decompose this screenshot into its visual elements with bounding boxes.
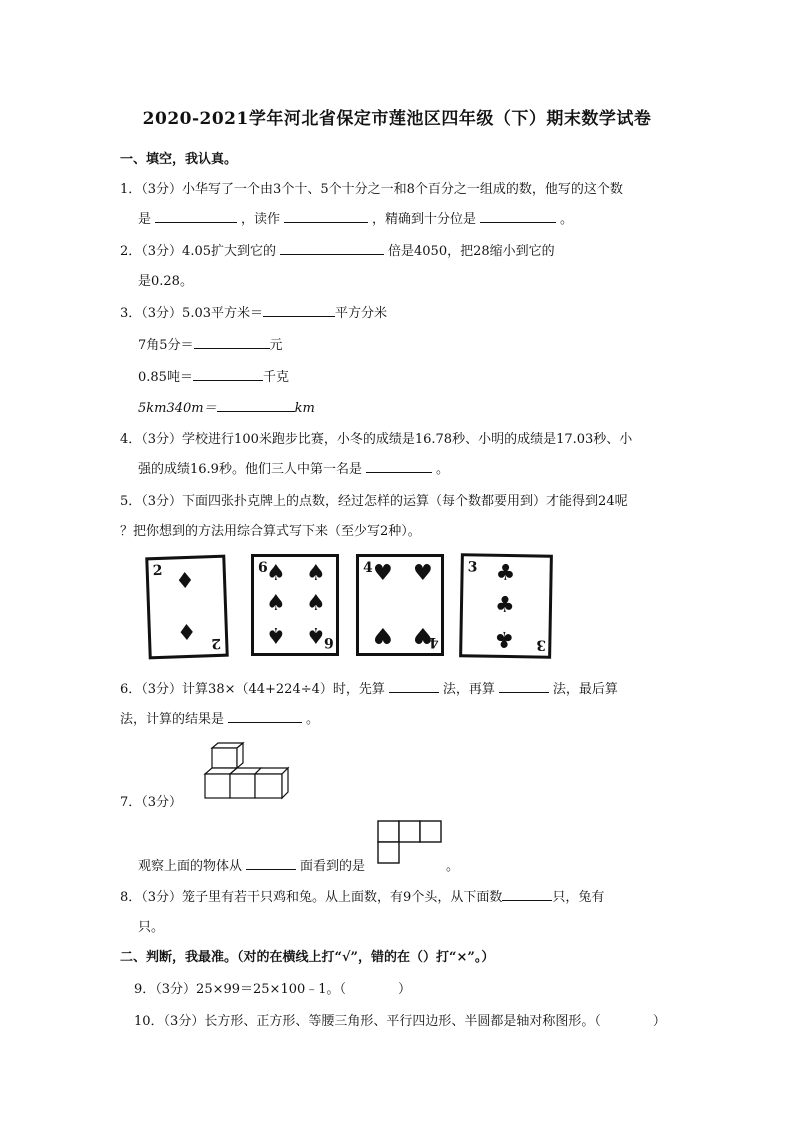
q1-text-a: 是 — [138, 212, 152, 227]
q2-blank[interactable] — [280, 241, 384, 255]
q1-blank-number[interactable] — [155, 209, 237, 223]
q3-line4 — [138, 397, 315, 416]
q3-blank-4[interactable] — [217, 398, 295, 412]
q3-text-g: 5km340m＝ — [138, 401, 217, 416]
q4-blank[interactable] — [366, 459, 432, 473]
q1-text-b: ，读作 — [241, 212, 281, 227]
q6-blank-3[interactable] — [228, 709, 302, 723]
q7-line2 — [138, 855, 365, 874]
card-rank-inverted: 6 — [324, 634, 334, 650]
q5-line2: ？把你想到的方法用综合算式写下来（至少写2种）。 — [120, 524, 421, 539]
q3-line3 — [138, 366, 289, 385]
q3-text-d: 元 — [269, 338, 283, 353]
q4-text-b: 。 — [435, 462, 449, 477]
q8-text-a: 8．（3分）笼子里有若干只鸡和兔。从上面数，有9个头，从下面数 — [120, 890, 503, 905]
q9-line: 9．（3分）25×99＝25×100﹣1。（ ） — [134, 982, 412, 997]
q6-text-d: 法，计算的结果是 — [120, 712, 225, 727]
card-rank: 4 — [363, 560, 373, 576]
page-title: 2020-2021学年河北省保定市莲池区四年级（下）期末数学试卷 — [142, 109, 652, 129]
diamond-icon: ♦ — [176, 620, 198, 647]
q4-text-a: 强的成绩16.9秒。他们三人中第一名是 — [138, 462, 362, 477]
q3-text-a: 3．（3分）5.03平方米＝ — [120, 306, 263, 321]
club-icon: ♣ — [494, 592, 515, 619]
q8-line1 — [120, 886, 604, 905]
q3-text-b: 平方分米 — [335, 306, 388, 321]
q7-period: 。 — [446, 859, 460, 874]
q3-blank-1[interactable] — [263, 303, 335, 317]
playing-card-4-hearts — [356, 554, 444, 656]
q6-text-c: 法，最后算 — [552, 682, 618, 697]
q6-line2 — [120, 708, 319, 727]
q2-line1 — [120, 240, 555, 259]
q10-line: 10．（3分）长方形、正方形、等腰三角形、平行四边形、半圆都是轴对称图形。（ ） — [134, 1014, 666, 1029]
q3-text-f: 千克 — [262, 370, 289, 385]
q3-text-h: km — [294, 401, 315, 416]
q1-line1: 1．（3分）小华写了一个由3个十、5个十分之一和8个百分之一组成的数，他写的这个数 — [120, 182, 623, 197]
q3-line2 — [138, 334, 283, 353]
q2-text-b: 倍是4050，把28缩小到它的 — [388, 244, 555, 259]
q6-text-e: 。 — [306, 712, 320, 727]
card-rank: 6 — [258, 560, 268, 576]
club-icon: ♣ — [495, 560, 516, 587]
q3-blank-3[interactable] — [193, 367, 263, 381]
card-rank-inverted: 4 — [429, 634, 439, 650]
q3-line1 — [120, 302, 387, 321]
heart-icon: ♥ — [413, 561, 433, 586]
playing-card-6-spades — [251, 554, 339, 656]
card-rank: 2 — [152, 562, 163, 580]
q3-blank-2[interactable] — [194, 335, 270, 349]
heart-icon: ♥ — [413, 622, 433, 647]
section-1-heading: 一、填空，我认真。 — [120, 152, 238, 167]
spade-icon: ♠ — [306, 591, 326, 616]
cube-figure — [200, 740, 300, 802]
q4-line2 — [138, 458, 449, 477]
diamond-icon: ♦ — [174, 568, 196, 595]
q7-label: 7．（3分） — [120, 795, 183, 810]
club-icon: ♣ — [494, 625, 515, 652]
card-rank-inverted: 3 — [536, 636, 547, 653]
q4-line1: 4．（3分）学校进行100米跑步比赛，小冬的成绩是16.78秒、小明的成绩是17.03秒、小 — [120, 432, 633, 447]
spade-icon: ♠ — [306, 622, 326, 647]
q2-text-a: 2．（3分）4.05扩大到它的 — [120, 244, 276, 259]
q8-line2: 只。 — [138, 920, 165, 935]
q6-text-b: 法，再算 — [442, 682, 495, 697]
q7-text-a: 观察上面的物体从 — [138, 859, 243, 874]
q6-blank-1[interactable] — [389, 679, 439, 693]
q1-line2 — [138, 208, 573, 227]
heart-icon: ♥ — [373, 561, 393, 586]
card-rank-inverted: 2 — [211, 634, 222, 652]
q3-text-e: 0.85吨＝ — [138, 370, 193, 385]
spade-icon: ♠ — [266, 591, 286, 616]
section-2-heading: 二、判断，我最准。（对的在横线上打“√”，错的在（）打“×”。） — [120, 950, 495, 965]
q7-blank[interactable] — [246, 856, 296, 870]
q3-text-c: 7角5分＝ — [138, 338, 194, 353]
q1-text-d: 。 — [560, 212, 574, 227]
playing-card-2-diamonds — [145, 555, 229, 660]
q6-text-a: 6．（3分）计算38×（44+224÷4）时，先算 — [120, 682, 385, 697]
q1-blank-reading[interactable] — [284, 209, 368, 223]
q6-blank-2[interactable] — [499, 679, 549, 693]
q5-line1: 5．（3分）下面四张扑克牌上的点数，经过怎样的运算（每个数都要用到）才能得到24呢 — [120, 494, 628, 509]
spade-icon: ♠ — [266, 622, 286, 647]
q8-text-b: 只，兔有 — [552, 890, 605, 905]
heart-icon: ♥ — [373, 622, 393, 647]
spade-icon: ♠ — [266, 561, 286, 586]
q6-line1 — [120, 678, 618, 697]
card-rank: 3 — [467, 559, 478, 576]
q8-blank-legs[interactable] — [502, 887, 552, 901]
view-shape-figure — [377, 820, 443, 864]
q1-blank-rounded[interactable] — [480, 209, 556, 223]
spade-icon: ♠ — [306, 561, 326, 586]
q1-text-c: ，精确到十分位是 — [372, 212, 477, 227]
q2-line2: 是0.28。 — [138, 274, 193, 289]
playing-card-3-clubs — [459, 553, 553, 659]
q7-text-b: 面看到的是 — [300, 859, 366, 874]
